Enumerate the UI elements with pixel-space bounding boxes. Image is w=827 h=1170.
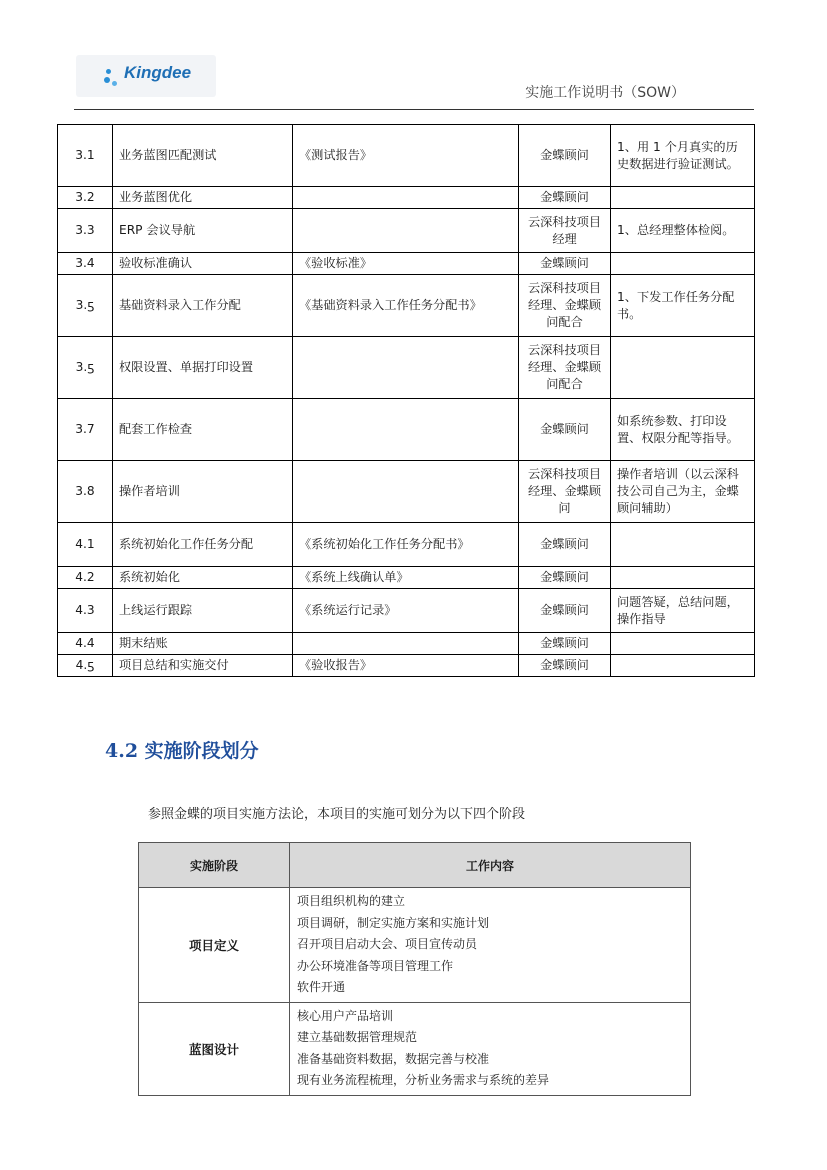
phase-items	[290, 1002, 691, 1095]
list-item: 建立基础数据管理规范	[297, 1030, 418, 1044]
list-item: 软件开通	[297, 980, 346, 994]
step-number: 3.ƽ	[58, 275, 113, 337]
task-name: 基础资料录入工作分配	[113, 275, 293, 337]
owner: 云深科技项目经理、金蝶顾问配合	[519, 275, 611, 337]
step-number: 4.ƽ	[58, 655, 113, 677]
step-number: 3.4	[58, 253, 113, 275]
step-number: 3.8	[58, 461, 113, 523]
list-item: 项目组织机构的建立	[297, 894, 406, 908]
task-name: ERP 会议导航	[113, 209, 293, 253]
table-row	[58, 633, 755, 655]
owner: 金蝶顾问	[519, 655, 611, 677]
deliverable	[293, 187, 519, 209]
owner: 云深科技项目经理、金蝶顾问	[519, 461, 611, 523]
table-row	[58, 125, 755, 187]
step-number: 3.ƽ	[58, 337, 113, 399]
list-item: 办公环境准备等项目管理工作	[297, 958, 454, 973]
owner: 金蝶顾问	[519, 589, 611, 633]
task-name: 期末结账	[113, 633, 293, 655]
note: 问题答疑，总结问题，操作指导	[611, 589, 755, 633]
phase-table	[138, 842, 691, 1096]
list-item: 召开项目启动大会、项目宣传动员	[297, 937, 478, 951]
task-name: 操作者培训	[113, 461, 293, 523]
table-row	[58, 253, 755, 275]
deliverable	[293, 399, 519, 461]
deliverable: 《系统运行记录》	[293, 589, 519, 633]
owner: 金蝶顾问	[519, 187, 611, 209]
owner: 云深科技项目经理、金蝶顾问配合	[519, 337, 611, 399]
deliverable	[293, 461, 519, 523]
table-row	[58, 567, 755, 589]
list-item: 项目调研，制定实施方案和实施计划	[297, 915, 490, 930]
phase-items	[290, 888, 691, 1003]
step-number: 4.2	[58, 567, 113, 589]
step-number: 3.3	[58, 209, 113, 253]
owner: 金蝶顾问	[519, 567, 611, 589]
owner: 金蝶顾问	[519, 125, 611, 187]
task-name: 业务蓝图优化	[113, 187, 293, 209]
step-number: 3.2	[58, 187, 113, 209]
owner: 金蝶顾问	[519, 253, 611, 275]
note: 1、用 1 个月真实的历史数据进行验证测试。	[611, 125, 755, 187]
table-row	[58, 209, 755, 253]
task-name: 上线运行跟踪	[113, 589, 293, 633]
step-number: 4.4	[58, 633, 113, 655]
task-name: 配套工作检查	[113, 399, 293, 461]
table-row	[58, 187, 755, 209]
phase-name: 蓝图设计	[139, 1002, 290, 1095]
note: 1、总经理整体检阅。	[611, 209, 755, 253]
step-number: 4.1	[58, 523, 113, 567]
table-row	[139, 888, 691, 1003]
table-row	[58, 589, 755, 633]
deliverable: 《基础资料录入工作任务分配书》	[293, 275, 519, 337]
note	[611, 655, 755, 677]
owner: 云深科技项目经理	[519, 209, 611, 253]
note	[611, 633, 755, 655]
list-item: 现有业务流程梳理，分析业务需求与系统的差异	[297, 1073, 550, 1087]
task-name: 验收标准确认	[113, 253, 293, 275]
deliverable: 《验收报告》	[293, 655, 519, 677]
table-row	[58, 461, 755, 523]
task-name: 项目总结和实施交付	[113, 655, 293, 677]
note: 操作者培训（以云深科技公司自己为主，金蝶顾问辅助）	[611, 461, 755, 523]
note	[611, 567, 755, 589]
section-heading: 4.2 实施阶段划分	[105, 740, 259, 762]
phase-name: 项目定义	[139, 888, 290, 1003]
deliverable: 《系统初始化工作任务分配书》	[293, 523, 519, 567]
list-item: 核心用户产品培训	[297, 1008, 394, 1023]
task-name: 权限设置、单据打印设置	[113, 337, 293, 399]
header-divider	[74, 109, 754, 110]
task-name: 系统初始化工作任务分配	[113, 523, 293, 567]
table-row	[139, 1002, 691, 1095]
deliverable: 《验收标准》	[293, 253, 519, 275]
step-number: 3.7	[58, 399, 113, 461]
note: 1、下发工作任务分配书。	[611, 275, 755, 337]
section-intro: 参照金蝶的项目实施方法论，本项目的实施可划分为以下四个阶段	[148, 807, 526, 822]
owner: 金蝶顾问	[519, 633, 611, 655]
table-row	[58, 655, 755, 677]
table-row	[58, 275, 755, 337]
owner: 金蝶顾问	[519, 399, 611, 461]
implementation-plan-table	[57, 124, 755, 677]
deliverable	[293, 633, 519, 655]
task-name: 系统初始化	[113, 567, 293, 589]
header-work-content: 工作内容	[290, 843, 691, 888]
note	[611, 253, 755, 275]
deliverable: 《系统上线确认单》	[293, 567, 519, 589]
table-row	[58, 399, 755, 461]
note	[611, 523, 755, 567]
note	[611, 337, 755, 399]
header-phase: 实施阶段	[139, 843, 290, 888]
note: 如系统参数、打印设置、权限分配等指导。	[611, 399, 755, 461]
step-number: 3.1	[58, 125, 113, 187]
deliverable	[293, 209, 519, 253]
task-name: 业务蓝图匹配测试	[113, 125, 293, 187]
note	[611, 187, 755, 209]
step-number: 4.3	[58, 589, 113, 633]
document-title: 实施工作说明书（SOW）	[525, 85, 685, 101]
logo-wordmark: Kingdee	[124, 63, 192, 82]
list-item: 准备基础资料数据，数据完善与校准	[297, 1051, 490, 1066]
owner: 金蝶顾问	[519, 523, 611, 567]
table-row	[58, 337, 755, 399]
kingdee-logo	[76, 55, 216, 97]
table-row	[58, 523, 755, 567]
deliverable: 《测试报告》	[293, 125, 519, 187]
deliverable	[293, 337, 519, 399]
